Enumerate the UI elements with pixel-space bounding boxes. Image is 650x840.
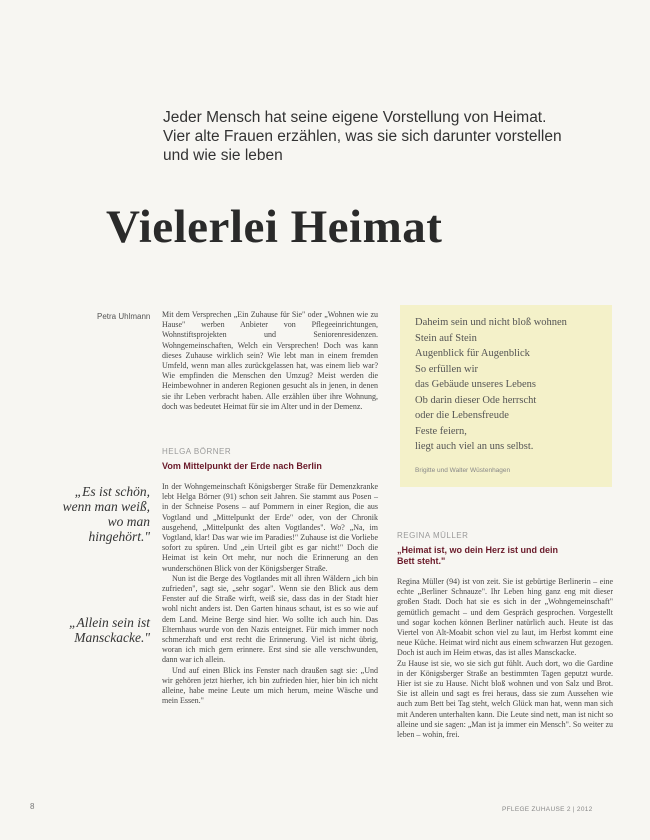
pull-quote: „Allein sein ist Mansckacke." xyxy=(69,615,150,645)
paragraph: Mit dem Versprechen „Ein Zuhause für Sie" oder „Wohnen wie zu Hause" werben Anbieter von Pflegeeinrichtungen, Wohnstiftsprojekten und Seniorenresidenzen. Wohngemeinschaften, Welch ein Versprechen! Doch was kann dieses Zuhause wirklich sein? Wie lebt man in einem fremden Umfeld, wenn man alles zurückgelassen hat, was einem lieb war? Wie empfinden die Menschen den Umzug? Meist werden die Heimbewohner in anderen Regionen gesucht als in jenen, in denen sie ihr Leben verbracht haben. Alle erzählen über ihre Wohnung, doch was bedeutet Heimat für sie im Alter und in der Demenz. xyxy=(162,310,378,411)
intro-line: und wie sie leben xyxy=(163,147,283,164)
section-label-helga: HELGA BÖRNER xyxy=(162,447,232,456)
poem-box xyxy=(400,305,612,487)
article-column-left xyxy=(162,482,378,706)
section-label-regina: REGINA MÜLLER xyxy=(397,531,469,540)
page-title: Vielerlei Heimat xyxy=(106,201,443,253)
paragraph: Nun ist die Berge des Vogtlandes mit all ihren Wäldern „ich bin zufrieden", sagt sie, „sehr sogar". Wenn sie den Blick aus dem Fenster auf die Straße wirft, weiß sie, dass das in der Stadt hier wohl nicht anders ist. Den Garten hinaus schaut, ist es so wie auf dem Land. Meine Berge sind hier. Wo sollte ich auch hin. Das Elternhaus wurde von den Nazis enteignet. Für mich immer noch schmerzhaft und erst recht die Erinnerung. Viel ist nicht übrig, woran ich mich gern erinnere. Erst sind sie alle verschwunden, dann war ich allein. xyxy=(162,573,378,665)
intro-line: Jeder Mensch hat seine eigene Vorstellung von Heimat. xyxy=(163,109,547,126)
intro-paragraph xyxy=(162,310,378,412)
poem-source: Brigitte und Walter Wüstenhagen xyxy=(415,467,511,474)
poem-line: das Gebäude unseres Lebens xyxy=(415,379,536,390)
pull-quote: „Es ist schön, wenn man weiß, wo man hingehört." xyxy=(62,484,150,544)
section-title-regina: „Heimat ist, wo dein Herz ist und dein Bett steht." xyxy=(397,545,559,566)
article-column-right xyxy=(397,577,613,740)
poem-line: oder die Lebensfreude xyxy=(415,410,509,421)
poem-text xyxy=(415,315,567,455)
section-title-helga: Vom Mittelpunkt der Erde nach Berlin xyxy=(162,461,322,471)
intro-text xyxy=(163,108,583,165)
poem-line: liegt auch viel an uns selbst. xyxy=(415,441,534,452)
poem-line: Stein auf Stein xyxy=(415,332,477,344)
poem-line: Augenblick für Augenblick xyxy=(415,348,530,359)
intro-line: Vier alte Frauen erzählen, was sie sich darunter vorstellen xyxy=(163,128,562,145)
page-number: 8 xyxy=(30,802,35,811)
paragraph: Und auf einen Blick ins Fenster nach draußen sagt sie: „Und wir gehören jetzt hierher, ich bin zufrieden hier, hier bin ich nicht alleine, habe meine Leute um mich herum, meine Wäsche und mein Essen." xyxy=(162,665,378,706)
publication-footer: PFLEGE ZUHAUSE 2 | 2012 xyxy=(502,806,593,813)
author-name: Petra Uhlmann xyxy=(97,312,151,321)
paragraph: In der Wohngemeinschaft Königsberger Straße für Demenzkranke lebt Helga Börner (91) schon seit Jahren. Sie stammt aus Posen – in der Schneise Posens – auf Pommern in einer Region, die aus Vogtland und „Mittelpunkt der Erde" oder, von der Chronik ausgehend, „Mittelpunkt des alten Vogtlandes". Wo? „Na, im Vogtland, klar! Das war wie im Paradies!" Zuhause ist die Vorliebe sofort zu spüren. Und „ein Urteil gibt es gar nicht!" Doch die Heimat ist kein Ort mehr, nur noch die Erinnerung an den wunderschönen Blick von der Königsberger Straße. xyxy=(162,482,378,573)
poem-line: Ob darin dieser Ode herrscht xyxy=(415,394,537,406)
poem-line: So erfüllen wir xyxy=(415,363,478,375)
poem-line: Daheim sein und nicht bloß wohnen xyxy=(415,317,567,328)
paragraph: Zu Hause ist sie, wo sie sich gut fühlt. Auch dort, wo die Gardine in der Königsberger Straße an bestimmten Tagen geputzt wurde. Hier ist sie zu Hause. Nicht bloß wohnen und von Salz und Brot. Sie ist allein und sagt es frei heraus, dass sie zum Aussehen wie auch zum Bett bei Tag steht, welch Glück man hat, wenn man sich mit Anderen unterhalten kann. Die Leute sind nett, man ist nicht so alleine und sie sagen: „Man ist ja immer ein Mensch". So weiter zu leben – wohin, frei. xyxy=(397,658,613,740)
paragraph: Regina Müller (94) ist von zeit. Sie ist gebürtige Berlinerin – eine echte „Berliner Schnauze". Ihr Leben hing ganz eng mit dieser großen Stadt. Doch hat sie es sich in der „Wohngemeinschaft" gemütlich gemacht – und dem Gespräch gesprochen. Vorgestellt und sogar kochen können Berliner natürlich auch. Heute ist das Viertel von Alt-Moabit schon viel zu laut, im Herbst kommt eine neue Küche. Heimat wird nicht aus einem schwarzen Hut gezogen. Doch ist auch im Heim etwas, das ist alles Mansckacke. xyxy=(397,577,613,658)
poem-line: Feste feiern, xyxy=(415,425,467,437)
